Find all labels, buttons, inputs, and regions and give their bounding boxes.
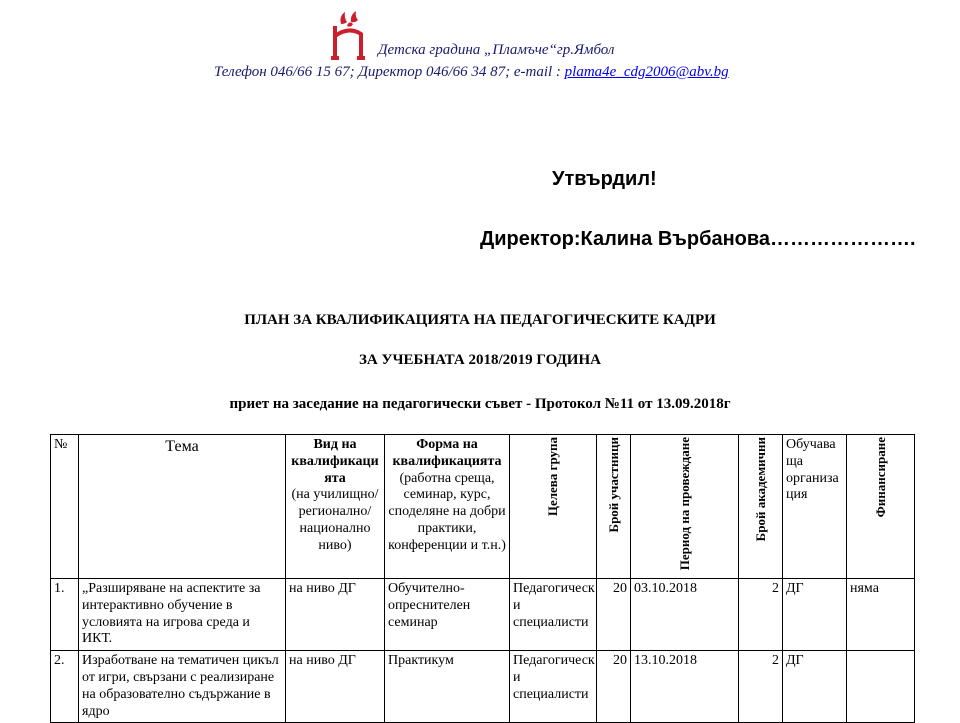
row-topic: „Разширяване на аспектите за интерактивно обучение в условията на игрова среда и ИКТ. [79,579,286,651]
row-organization: ДГ [783,579,847,651]
protocol-line: приет на заседание на педагогически съвет - Протокол №11 от 13.09.2018г [229,396,731,412]
header-kind-title: Вид на квалификаци ята [291,437,379,486]
row-kind: на ниво ДГ [286,651,385,723]
header-participants-label: Брой участници [605,437,621,533]
approved-label: Утвърдил! [552,168,657,190]
row-period: 03.10.2018 [631,579,739,651]
row-num: 2. [51,651,79,723]
flame-letter-logo-icon [327,10,373,62]
row-financing: няма [847,579,915,651]
document-title: ПЛАН ЗА КВАЛИФИКАЦИЯТА НА ПЕДАГОГИЧЕСКИТЕ КАДРИ [244,312,716,328]
document-subtitle: ЗА УЧЕБНАТА 2018/2019 ГОДИНА [359,352,601,368]
row-participants: 20 [597,579,631,651]
row-hours: 2 [739,651,783,723]
header-form [385,435,510,579]
header-financing-label: Финансиране [872,437,888,518]
school-name: Детска градина „Пламъче“гр.Ямбол [378,42,615,58]
row-topic: Изработване на тематичен цикъл от игри, свързани с реализиране на образователно съдържание в ядро [79,651,286,723]
contact-prefix: Телефон 046/66 15 67; Директор 046/66 34 87; e-mail : [214,64,565,80]
row-target: Педагогическ и специалисти [510,651,597,723]
header-form-title: Форма на квалификацията [392,437,502,469]
table-row [51,579,915,651]
header-kind-note: (на училищно/ регионално/ национално ниво) [291,487,379,553]
table-header-row [51,435,915,579]
header-hours-label: Брой академични [752,437,768,542]
director-signature-line: Директор:Калина Върбанова…………………. [480,228,916,250]
row-period: 13.10.2018 [631,651,739,723]
table-row [51,651,915,723]
header-financing [847,435,915,579]
header-form-note: (работна среща, семинар, курс, споделяне на добри практики, конференции и т.н.) [388,470,506,553]
header-organization: Обучава ща организа ция [783,435,847,579]
header-period [631,435,739,579]
row-hours: 2 [739,579,783,651]
row-target: Педагогическ и специалисти [510,579,597,651]
header-num: № [51,435,79,579]
header-participants [597,435,631,579]
header-target-label: Целева група [545,437,561,517]
contact-line [214,64,729,81]
row-num: 1. [51,579,79,651]
row-form: Обучително-опреснителен семинар [385,579,510,651]
header-topic: Тема [79,435,286,579]
row-organization: ДГ [783,651,847,723]
qualification-plan-table [50,434,915,723]
row-financing [847,651,915,723]
header-kind [286,435,385,579]
header-hours [739,435,783,579]
row-kind: на ниво ДГ [286,579,385,651]
row-form: Практикум [385,651,510,723]
row-participants: 20 [597,651,631,723]
header-period-label: Период на провеждане [676,437,692,571]
email-link[interactable]: plama4e_cdg2006@abv.bg [564,64,729,80]
header-target [510,435,597,579]
